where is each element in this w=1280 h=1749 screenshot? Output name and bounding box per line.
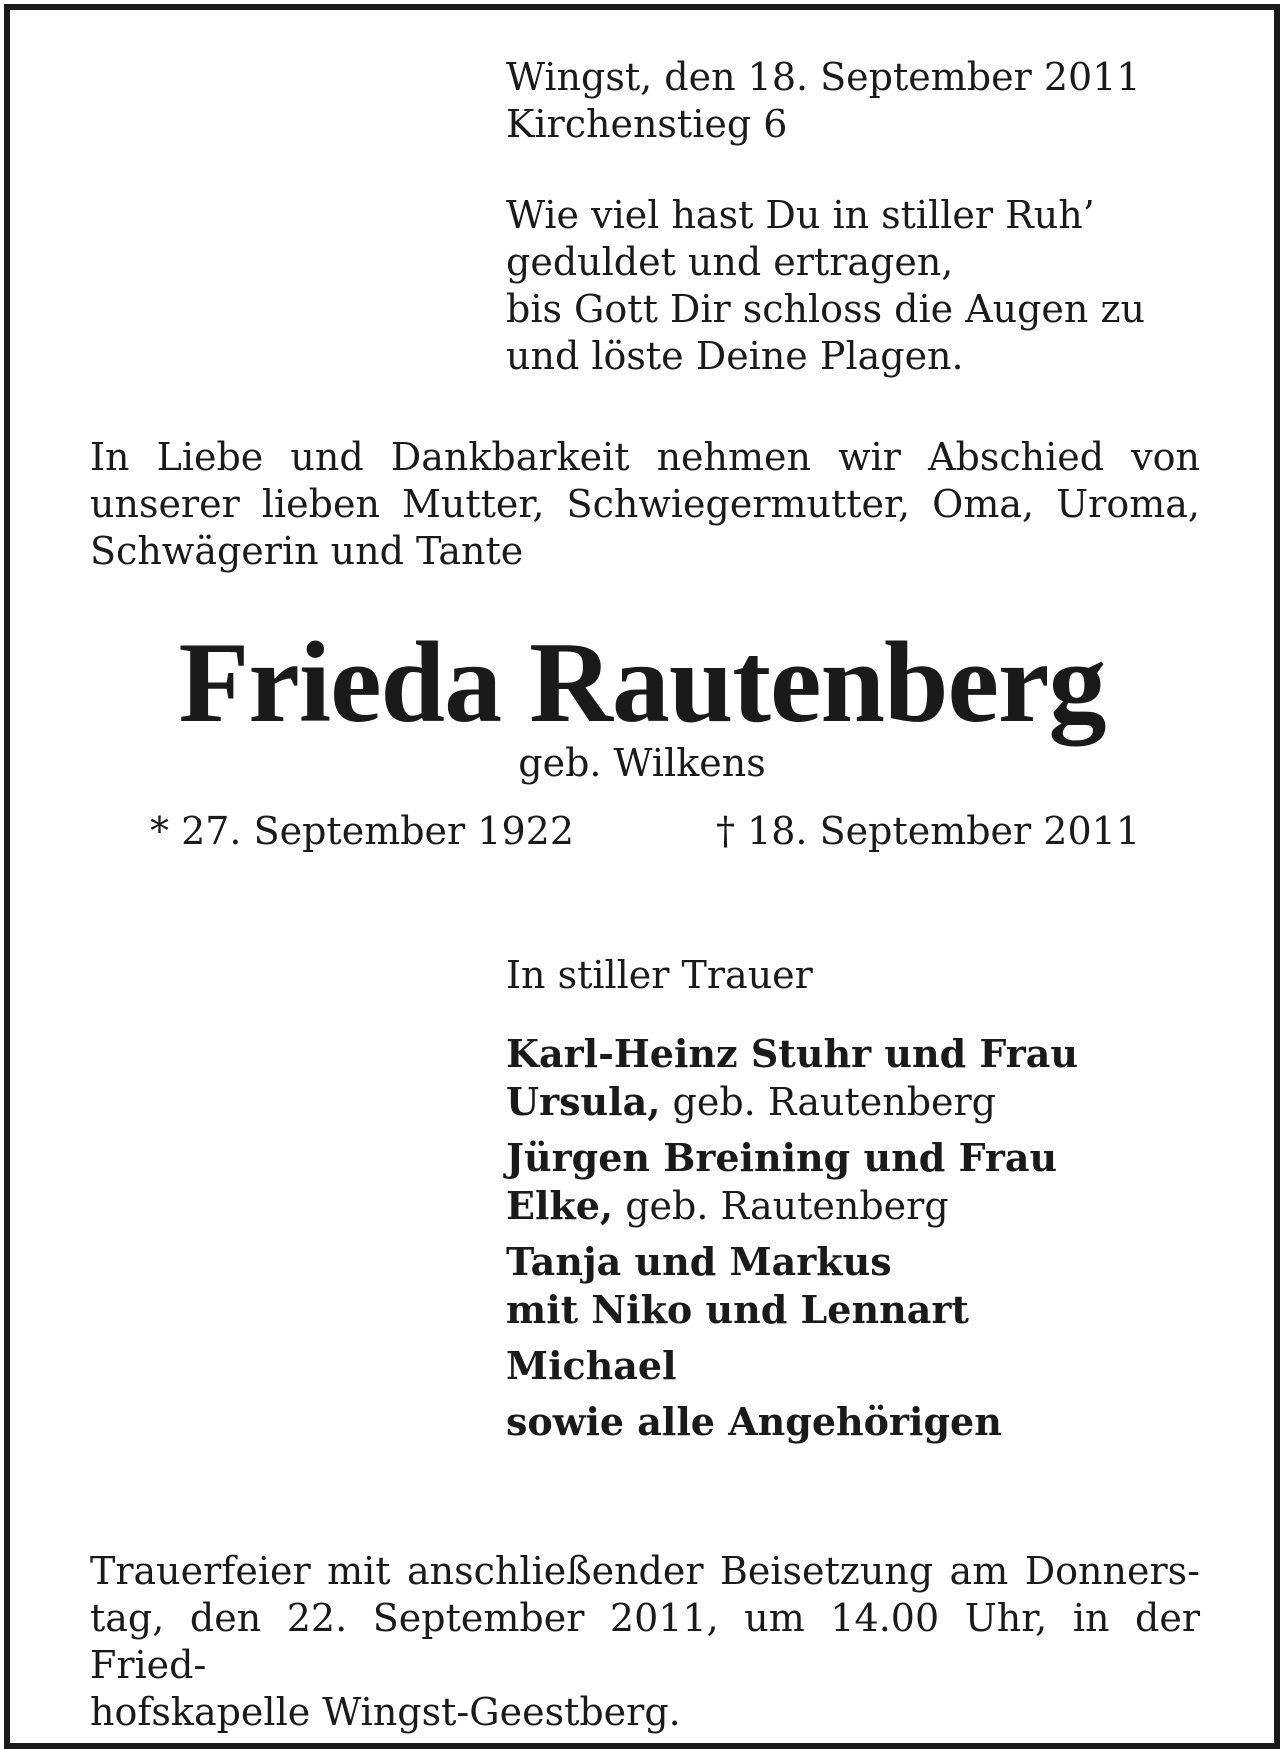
poem-line: geduldet und ertragen,	[506, 240, 954, 284]
mourner-name: sowie alle Angehörigen	[506, 1399, 1002, 1444]
place-date: Wingst, den 18. September 2011	[506, 55, 1141, 99]
mourner-name: mit Niko und Lennart	[506, 1287, 969, 1332]
mourner-group	[506, 1030, 1078, 1126]
obituary-frame	[4, 4, 1280, 1749]
mourner-name: Jürgen Breining und Frau	[506, 1135, 1058, 1180]
mourner-group	[506, 1398, 1078, 1446]
intro-line: unserer lieben Mutter, Schwiegermutter, Oma, Uroma,	[90, 482, 1200, 526]
poem-line: bis Gott Dir schloss die Augen zu	[506, 287, 1145, 331]
mourner-group	[506, 1238, 1078, 1334]
mourner-line	[506, 1182, 1078, 1230]
intro-text	[90, 434, 1200, 575]
death-date: † 18. September 2011	[716, 809, 1140, 853]
funeral-line: tag, den 22. September 2011, um 14.00 Uhr, in der Fried-	[90, 1596, 1200, 1687]
birth-date: * 27. September 1922	[150, 809, 574, 853]
funeral-details	[90, 1548, 1200, 1736]
poem-line: und löste Deine Plagen.	[506, 334, 964, 378]
mourner-name: Ursula,	[506, 1079, 661, 1124]
mourner-name: Tanja und Markus	[506, 1239, 892, 1284]
intro-line: Schwägerin und Tante	[90, 529, 524, 573]
mourner-name: Karl-Heinz Stuhr und Frau	[506, 1031, 1078, 1076]
life-dates	[150, 808, 1140, 855]
address: Kirchenstieg 6	[506, 102, 788, 146]
header-block	[506, 54, 1141, 148]
poem-line: Wie viel hast Du in stiller Ruh’	[506, 193, 1095, 237]
obituary-content	[10, 10, 1274, 1743]
mourner-name: Michael	[506, 1343, 677, 1388]
maiden-name: geb. Wilkens	[518, 741, 766, 785]
mourner-group	[506, 1134, 1078, 1230]
mourning-intro: In stiller Trauer	[506, 953, 813, 997]
mourner-name: Elke,	[506, 1183, 614, 1228]
poem	[506, 192, 1145, 380]
funeral-line: Trauerfeier mit anschließender Beisetzung am Donners-	[90, 1549, 1200, 1593]
deceased-name: Frieda Rautenberg	[178, 619, 1106, 747]
intro-line: In Liebe und Dankbarkeit nehmen wir Abschied von	[90, 435, 1200, 479]
mourning-intro-block	[506, 952, 813, 999]
mourner-line	[506, 1078, 1078, 1126]
mourner-maiden-name: geb. Rautenberg	[660, 1080, 996, 1124]
funeral-line: hofskapelle Wingst-Geestberg.	[90, 1690, 681, 1734]
mourners-list	[506, 1030, 1078, 1454]
mourner-maiden-name: geb. Rautenberg	[613, 1184, 949, 1228]
mourner-group	[506, 1342, 1078, 1390]
